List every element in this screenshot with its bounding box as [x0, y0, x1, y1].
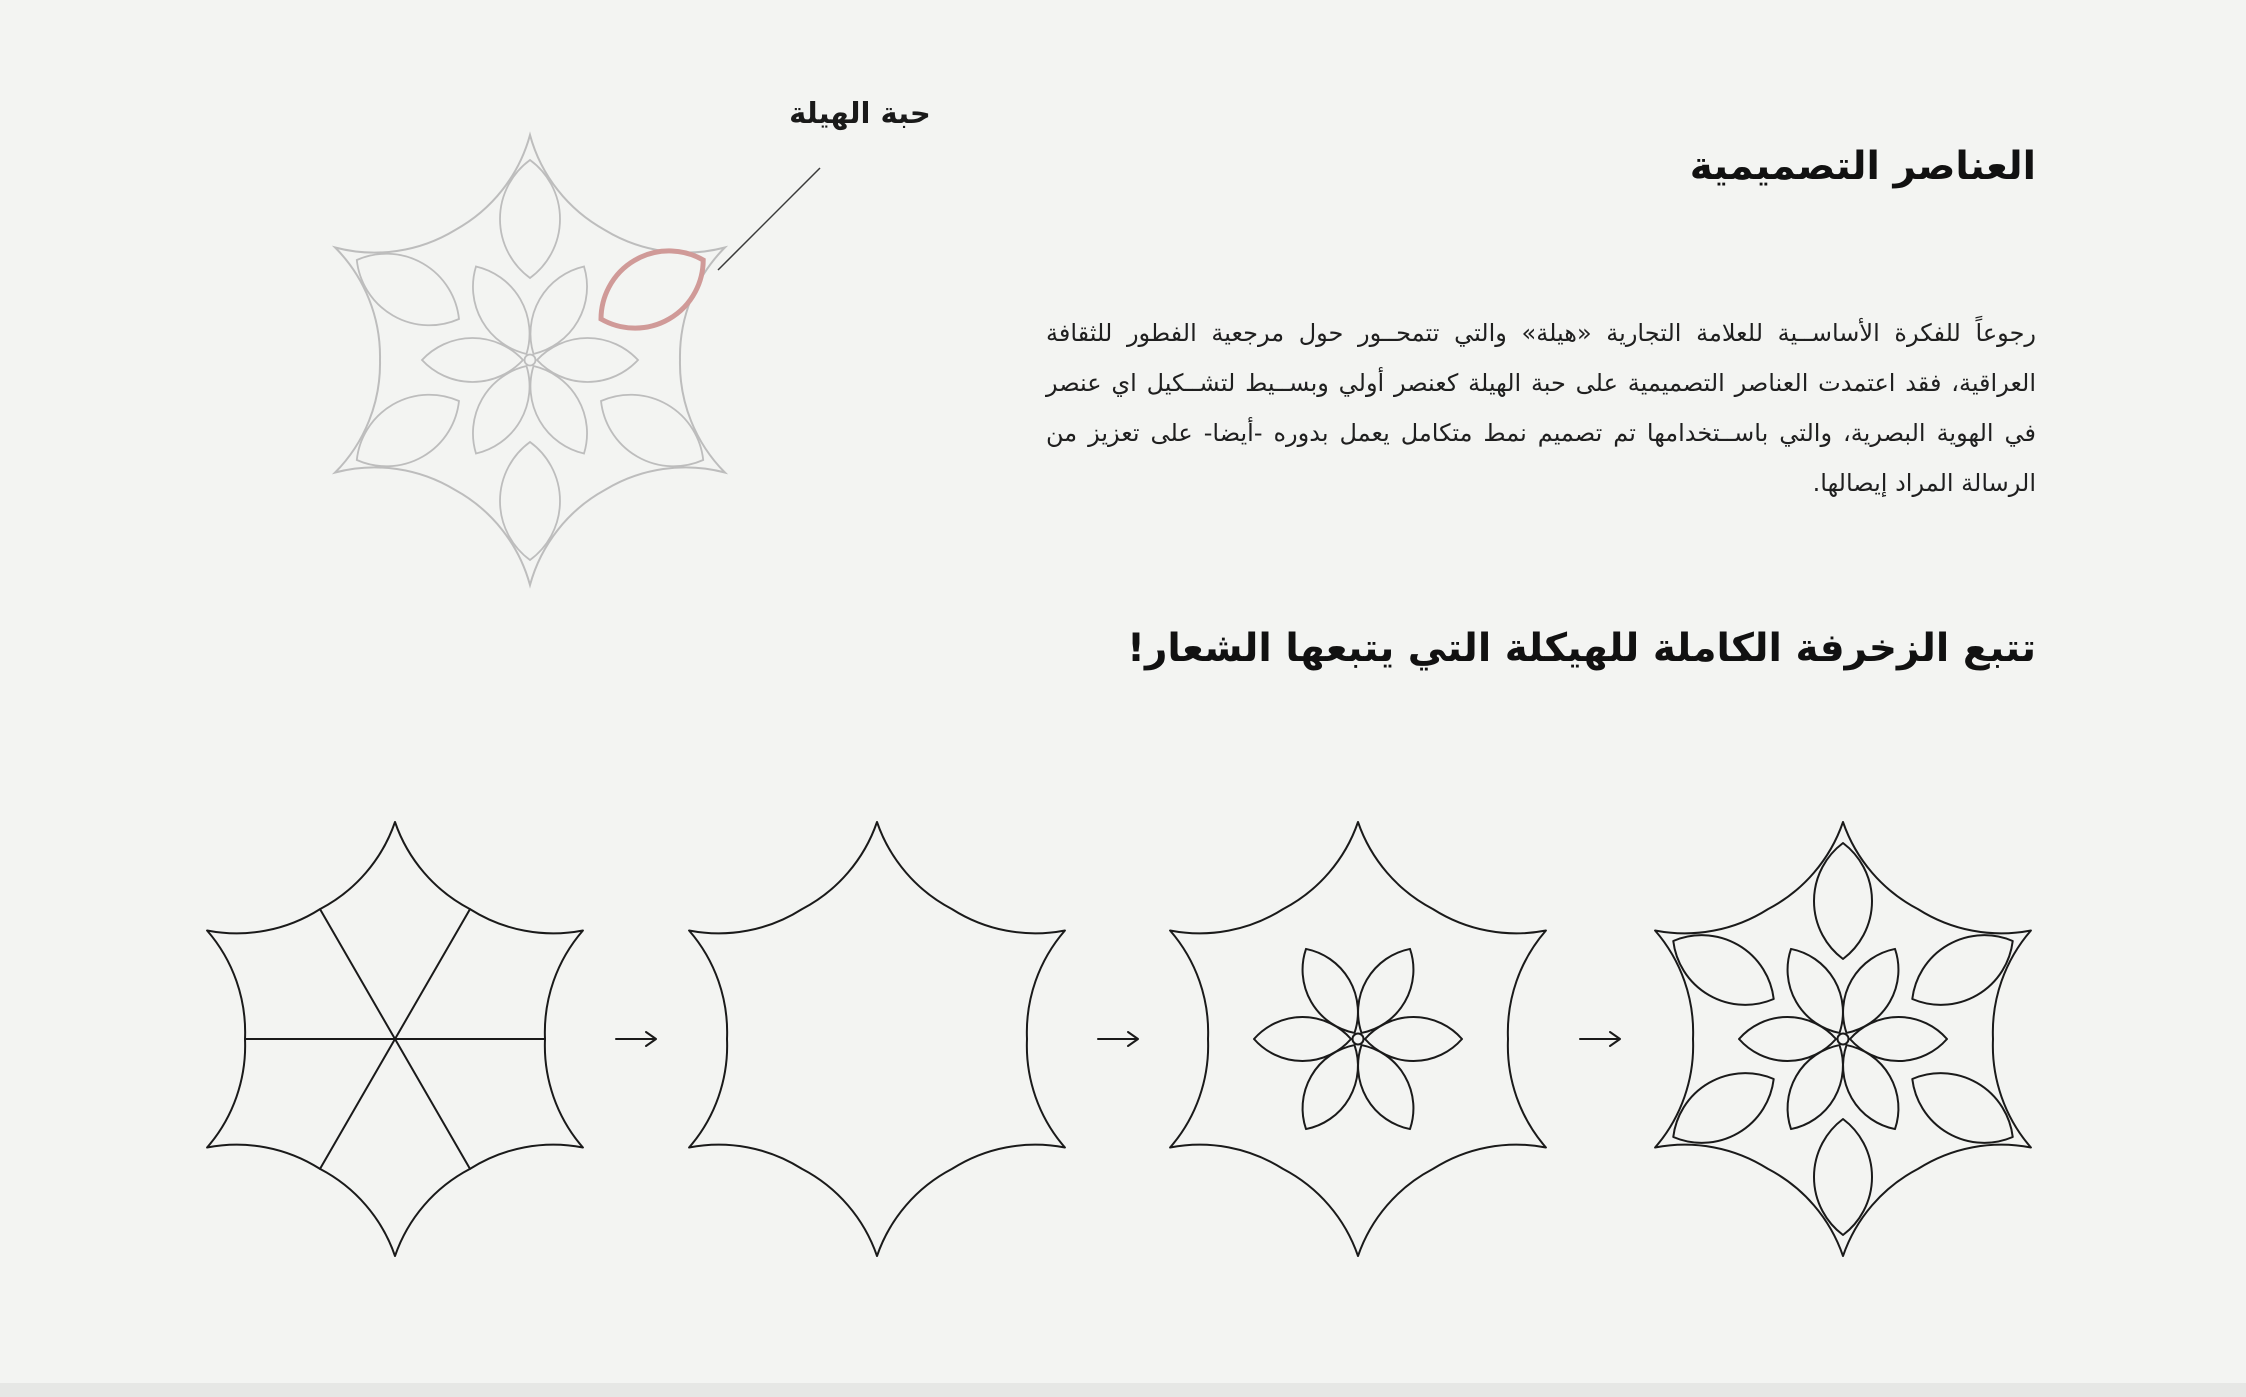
callout-label: حبة الهيلة: [789, 96, 931, 130]
section-title: العناصر التصميمية: [1689, 144, 2036, 189]
step1-spoke: [395, 909, 470, 1039]
hero-inner-petal: [537, 338, 638, 382]
hero-seed: [500, 160, 560, 278]
step3-flower-petal: [1303, 1045, 1358, 1129]
step3-flower-center: [1353, 1034, 1364, 1045]
step1-spoke: [395, 1039, 470, 1169]
hero-seed: [500, 442, 560, 560]
step3-flower-petal: [1358, 1045, 1413, 1129]
bottom-bar: [0, 1383, 2246, 1397]
arrow-right-icon: [616, 1032, 656, 1046]
hero-inner-center: [525, 355, 536, 366]
construction-steps: [0, 790, 2246, 1280]
step4-flower-petal: [1843, 949, 1898, 1033]
hero-inner-petal: [473, 266, 530, 353]
step3-star: [1170, 822, 1546, 1256]
hero-inner-petal: [473, 366, 530, 453]
step3-flower-petal: [1365, 1017, 1462, 1061]
section-paragraph: رجوعاً للفكرة الأساســية للعلامة التجارية «هيلة» والتي تتمحــور حول مرجعية الفطور للثقافة العراقية، فقد اعتمدت العناصر التصميمية على حبة الهيلة كعنصر أولي وبســيط لتشــكيل اي عنصر في الهوية البصرية، والتي باســتخدامها تم تصميم نمط متكامل يعمل بدوره -أيضا- على تعزيز من الرسالة المراد إيصالها.: [1046, 319, 2036, 497]
callout-line: [700, 160, 840, 290]
hero-seed: [601, 395, 703, 467]
step4-flower-petal: [1843, 1045, 1898, 1129]
hero-inner-petal: [530, 266, 587, 353]
step4-star: [1655, 822, 2031, 1256]
arrow-right-icon: [1098, 1032, 1138, 1046]
hero-seed: [357, 395, 459, 467]
step1-spoke: [320, 909, 395, 1039]
hero-inner-petal: [422, 338, 523, 382]
step1-spoke: [320, 1039, 395, 1169]
arrow-right-icon: [1580, 1032, 1620, 1046]
steps-title: تتبع الزخرفة الكاملة للهيكلة التي يتبعها الشعار!: [1127, 626, 2036, 671]
hero-highlight-seed: [601, 251, 703, 328]
step4-flower-petal: [1788, 1045, 1843, 1129]
step2-star: [689, 822, 1065, 1256]
hero-star-outline: [335, 135, 725, 585]
step3-flower-petal: [1254, 1017, 1351, 1061]
step4-flower-center: [1838, 1034, 1849, 1045]
step4-flower-petal: [1788, 949, 1843, 1033]
step4-flower-petal: [1739, 1017, 1836, 1061]
step3-flower-petal: [1303, 949, 1358, 1033]
hero-star-illustration: [300, 100, 760, 620]
step3-flower-petal: [1358, 949, 1413, 1033]
hero-inner-petal: [530, 366, 587, 453]
step4-flower-petal: [1850, 1017, 1947, 1061]
hero-seed: [357, 254, 459, 326]
